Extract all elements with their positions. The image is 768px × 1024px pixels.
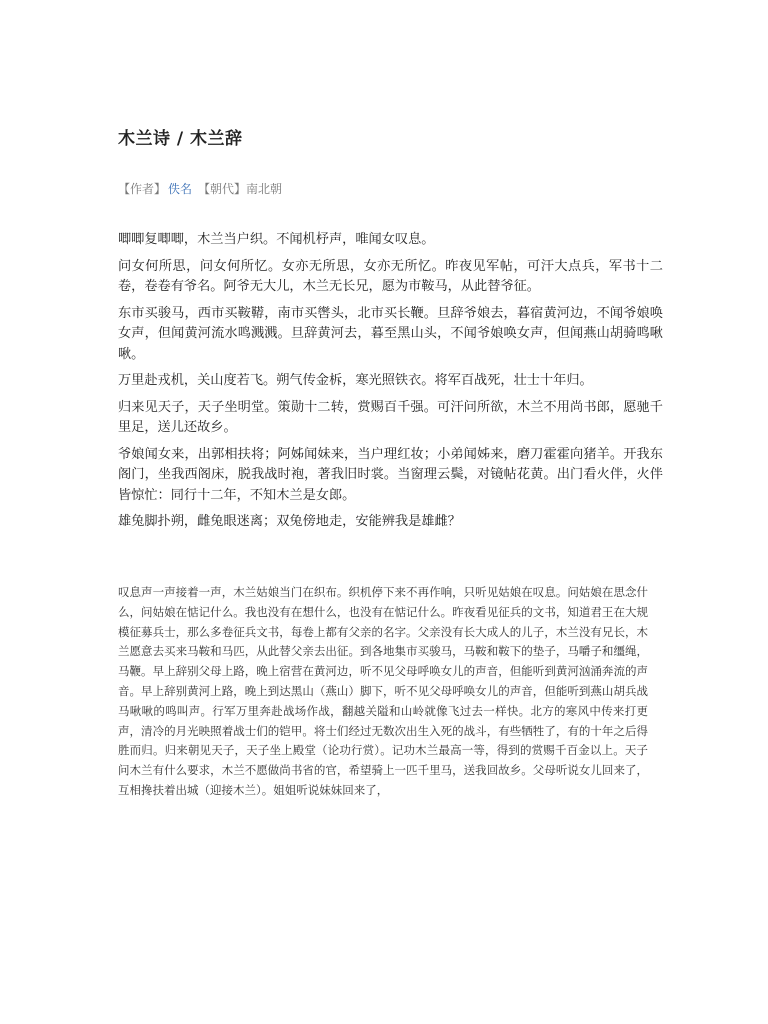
page-title: 木兰诗 / 木兰辞 — [118, 129, 243, 149]
poem-stanza: 唧唧复唧唧，木兰当户织。不闻机杼声，唯闻女叹息。 — [118, 232, 435, 247]
poem-meta — [118, 180, 282, 197]
author-label: 【作者】 — [118, 182, 167, 196]
dynasty-value: 南北朝 — [246, 182, 283, 196]
poem-stanza: 爷娘闻女来，出郭相扶将；阿姊闻妹来，当户理红妆；小弟闻姊来，磨刀霍霍向猪羊。开我东阁门，坐我西阁床，脱我战时袍，著我旧时裳。当窗理云鬓，对镜帖花黄。出门看火伴，火伴皆惊忙：同行十二年，不知木兰是女郎。 — [118, 446, 663, 503]
author-link[interactable]: 佚名 — [168, 182, 193, 196]
poem-body — [118, 230, 663, 539]
poem-stanza: 万里赴戎机，关山度若飞。朔气传金柝，寒光照铁衣。将军百战死，壮士十年归。 — [118, 373, 593, 388]
poem-stanza: 东市买骏马，西市买鞍鞯，南市买辔头，北市买长鞭。旦辞爷娘去，暮宿黄河边，不闻爷娘唤女声，但闻黄河流水鸣溅溅。旦辞黄河去，暮至黑山头，不闻爷娘唤女声，但闻燕山胡骑鸣啾啾。 — [118, 305, 663, 362]
poem-stanza: 雄兔脚扑朔，雌兔眼迷离；双兔傍地走，安能辨我是雄雌？ — [118, 514, 461, 529]
dynasty-label: 【朝代】 — [198, 182, 247, 196]
poem-stanza: 归来见天子，天子坐明堂。策勋十二转，赏赐百千强。可汗问所欲，木兰不用尚书郎，愿驰千里足，送儿还故乡。 — [118, 399, 663, 435]
poem-stanza: 问女何所思，问女何所忆。女亦无所思，女亦无所忆。昨夜见军帖，可汗大点兵，军书十二卷，卷卷有爷名。阿爷无大儿，木兰无长兄，愿为市鞍马，从此替爷征。 — [118, 258, 663, 294]
translation-text: 叹息声一声接着一声，木兰姑娘当门在织布。织机停下来不再作响，只听见姑娘在叹息。问姑娘在思念什么，问姑娘在惦记什么。我也没有在想什么，也没有在惦记什么。昨夜看见征兵的文书，知道君王在大规模征募兵士，那么多卷征兵文书，每卷上都有父亲的名字。父亲没有长大成人的儿子，木兰没有兄长，木兰愿意去买来马鞍和马匹，从此替父亲去出征。到各地集市买骏马，马鞍和鞍下的垫子，马嚼子和缰绳，马鞭。早上辞别父母上路，晚上宿营在黄河边，听不见父母呼唤女儿的声音，但能听到黄河汹涌奔流的声音。早上辞别黄河上路，晚上到达黑山（燕山）脚下，听不见父母呼唤女儿的声音，但能听到燕山胡兵战马啾啾的鸣叫声。行军万里奔赴战场作战，翻越关隘和山岭就像飞过去一样快。北方的寒风中传来打更声，清冷的月光映照着战士们的铠甲。将士们经过无数次出生入死的战斗，有些牺牲了，有的十年之后得胜而归。归来朝见天子，天子坐上殿堂（论功行赏）。记功木兰最高一等，得到的赏赐千百金以上。天子问木兰有什么要求，木兰不愿做尚书省的官，希望骑上一匹千里马，送我回故乡。父母听说女儿回来了，互相搀扶着出城（迎接木兰）。姐姐听说妹妹回来了， — [118, 585, 648, 797]
